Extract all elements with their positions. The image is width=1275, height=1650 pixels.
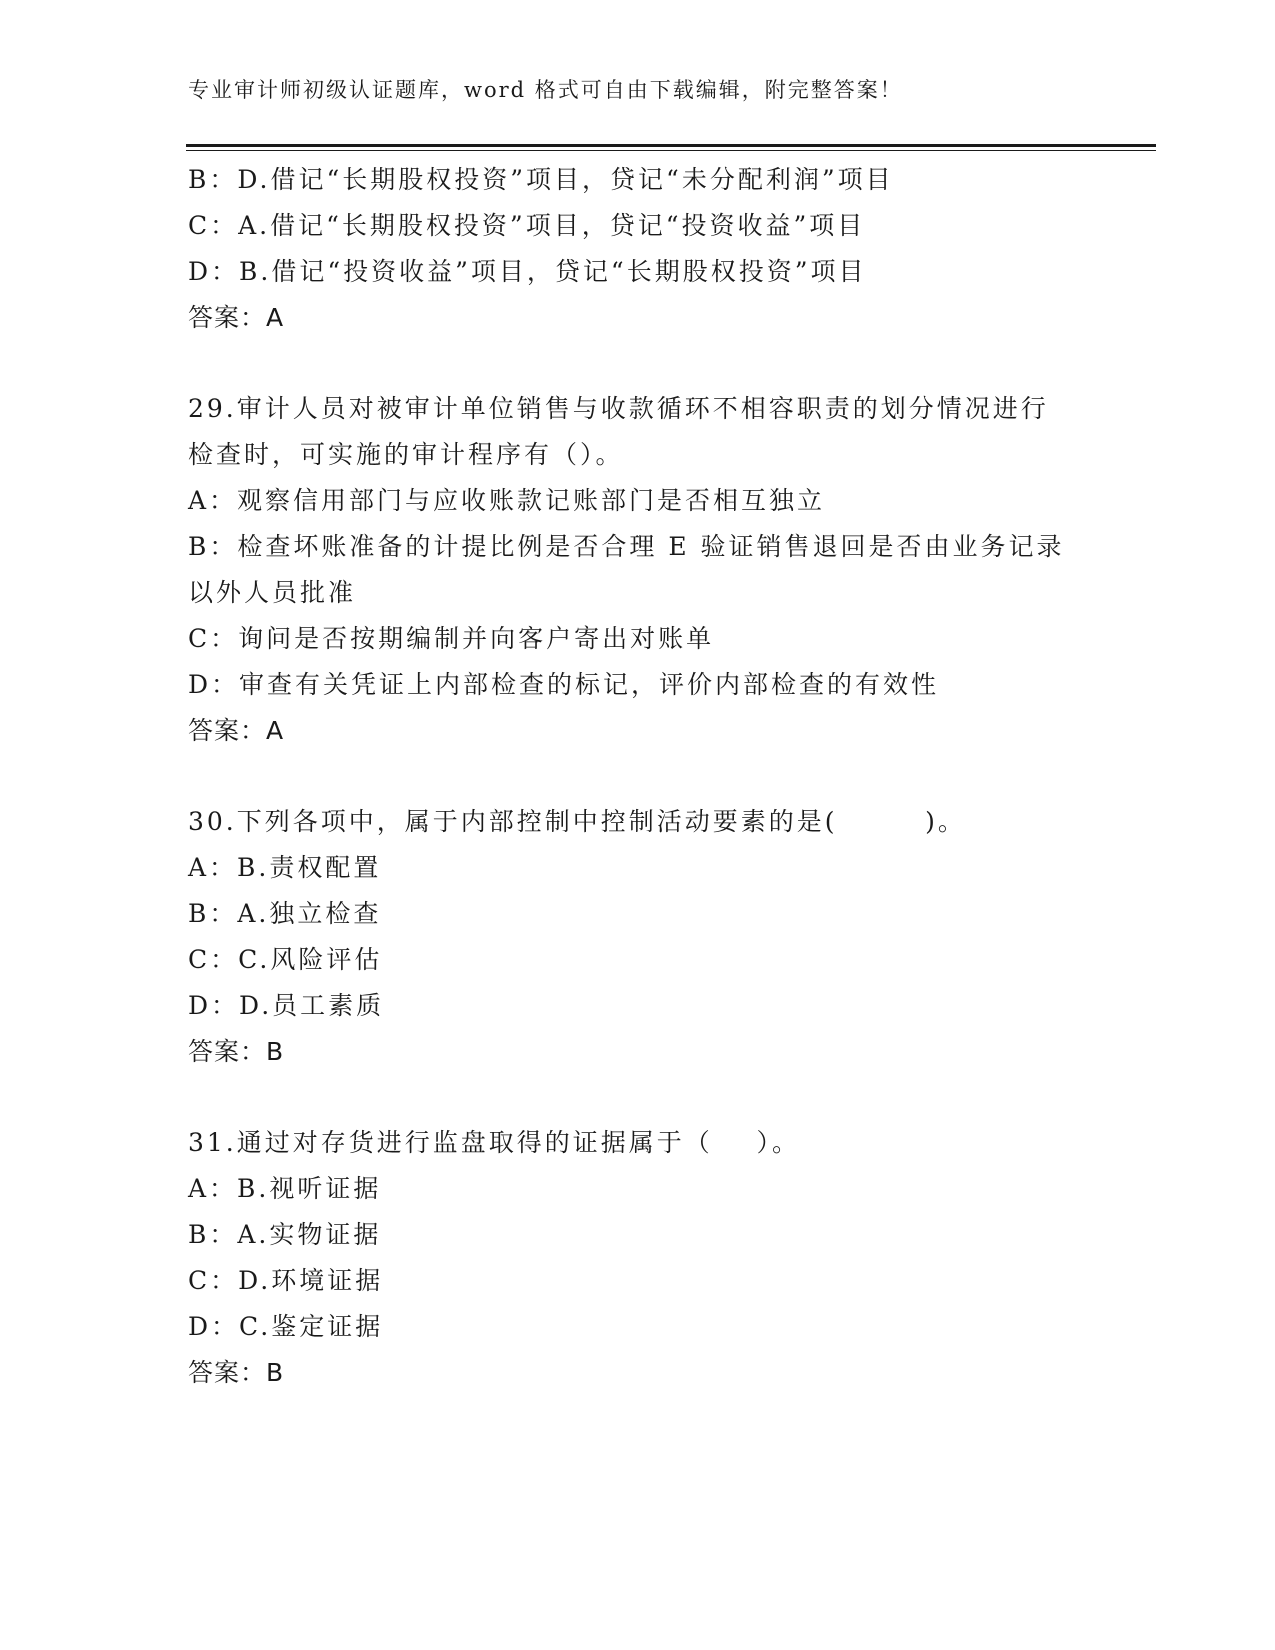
option-line: C：C.风险评估 bbox=[188, 945, 383, 974]
option-line: B：A.实物证据 bbox=[188, 1220, 382, 1249]
question-stem: 31.通过对存货进行监盘取得的证据属于（ ）。 bbox=[188, 1128, 801, 1157]
question-stem: 30.下列各项中，属于内部控制中控制活动要素的是( )。 bbox=[188, 807, 966, 836]
header-rule-thick bbox=[186, 144, 1156, 147]
option-line: D：B.借记“投资收益”项目，贷记“长期股权投资”项目 bbox=[188, 257, 867, 286]
answer-line: 答案：B bbox=[188, 1037, 285, 1066]
header-rule-thin bbox=[186, 150, 1156, 151]
question-stem: 29.审计人员对被审计单位销售与收款循环不相容职责的划分情况进行 bbox=[188, 394, 1049, 423]
document-body bbox=[188, 157, 1088, 1396]
option-line: A：B.视听证据 bbox=[188, 1174, 382, 1203]
option-line: A：B.责权配置 bbox=[188, 853, 382, 882]
question-29 bbox=[188, 386, 1088, 754]
option-line: B：A.独立检查 bbox=[188, 899, 382, 928]
option-line: D：D.员工素质 bbox=[188, 991, 385, 1020]
option-line: A：观察信用部门与应收账款记账部门是否相互独立 bbox=[188, 486, 826, 515]
answer-line: 答案：B bbox=[188, 1358, 285, 1387]
spacer bbox=[188, 1075, 1088, 1120]
spacer bbox=[188, 341, 1088, 386]
option-line: B：D.借记“长期股权投资”项目，贷记“未分配利润”项目 bbox=[188, 165, 894, 194]
question-stem: 检查时，可实施的审计程序有（）。 bbox=[188, 440, 624, 469]
option-line: C：询问是否按期编制并向客户寄出对账单 bbox=[188, 624, 715, 653]
page-header: 专业审计师初级认证题库，word 格式可自由下载编辑，附完整答案！ bbox=[188, 78, 903, 102]
question-30 bbox=[188, 799, 1088, 1075]
question-31 bbox=[188, 1120, 1088, 1396]
option-line: C：A.借记“长期股权投资”项目，贷记“投资收益”项目 bbox=[188, 211, 866, 240]
option-line: C：D.环境证据 bbox=[188, 1266, 384, 1295]
continued-question bbox=[188, 157, 1088, 341]
option-line: D：C.鉴定证据 bbox=[188, 1312, 384, 1341]
answer-line: 答案：A bbox=[188, 716, 285, 745]
option-line: B：检查坏账准备的计提比例是否合理 E 验证销售退回是否由业务记录 bbox=[188, 532, 1065, 561]
option-line: D：审查有关凭证上内部检查的标记，评价内部检查的有效性 bbox=[188, 670, 940, 699]
spacer bbox=[188, 754, 1088, 799]
option-line: 以外人员批准 bbox=[188, 578, 357, 607]
answer-line: 答案：A bbox=[188, 303, 285, 332]
